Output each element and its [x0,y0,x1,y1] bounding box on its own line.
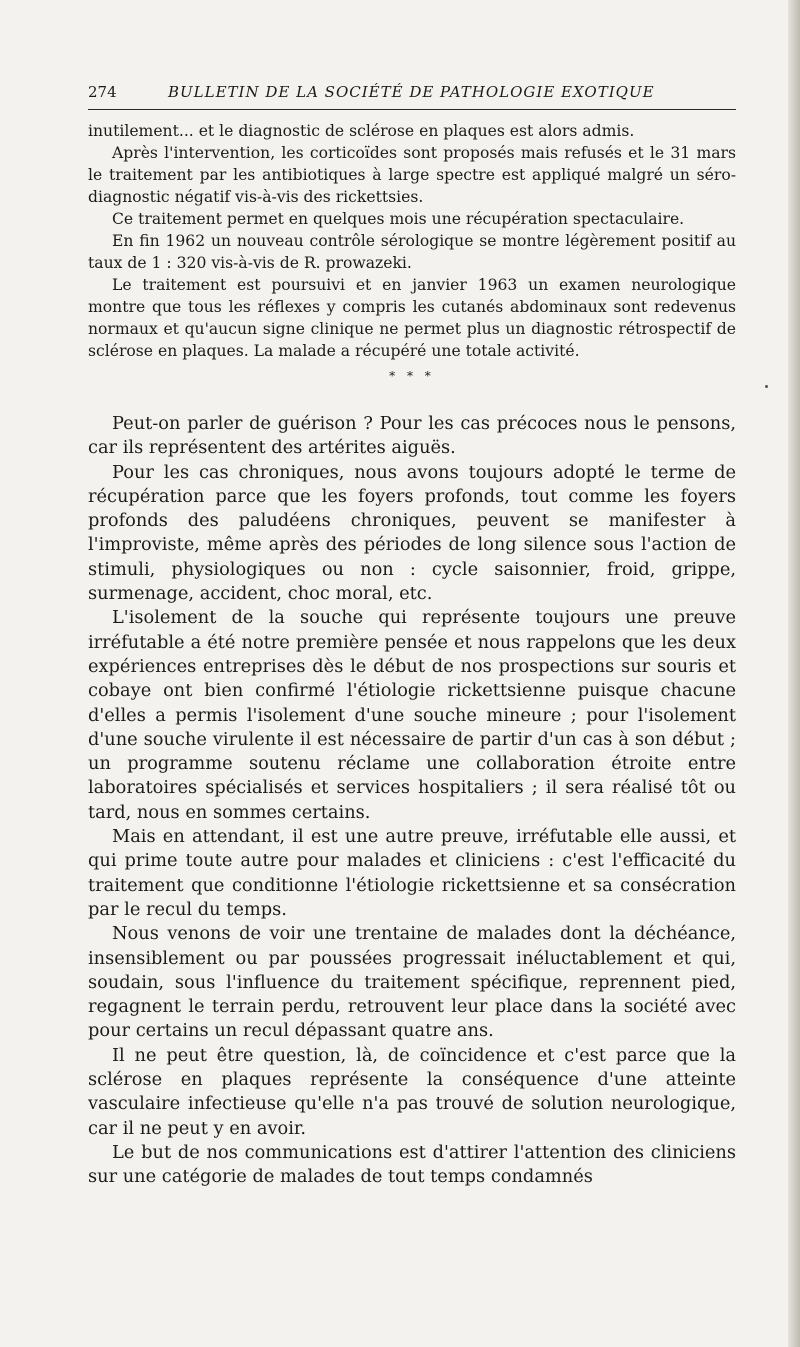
paragraph: Pour les cas chroniques, nous avons toujours adopté le terme de récupération parce que les foyers profonds, tout comme les foyers profonds des paludéens chroniques, peuvent se manifester à l'improviste, même après des périodes de long silence sous l'action de stimuli, physiologiques ou non : cycle saisonnier, froid, grippe, surmenage, accident, choc moral, etc. [88,461,736,605]
paragraph: En fin 1962 un nouveau contrôle sérologique se montre légèrement positif au taux de 1 : 320 vis-à-vis de R. prowazeki. [88,232,736,272]
journal-title: BULLETIN DE LA SOCIÉTÉ DE PATHOLOGIE EXOTIQUE [168,83,655,101]
paragraph: L'isolement de la souche qui représente toujours une preuve irréfutable a été notre première pensée et nous rappelons que les deux expériences entreprises dès le début de nos prospections sur souris et cobaye ont bien confirmé l'étiologie rickettsienne puisque chacune d'elles a permis l'isolement d'une souche mineure ; pour l'isolement d'une souche virulente il est nécessaire de partir d'un cas à son début ; un programme soutenu réclame une collaboration étroite entre laboratoires spécialisés et services hospitaliers ; il sera réalisé tôt ou tard, nous en sommes certains. [88,607,736,823]
page-edge [788,0,800,1347]
print-speck [765,385,768,388]
paragraph: Peut-on parler de guérison ? Pour les cas précoces nous le pensons, car ils représentent des artérites aiguës. [88,413,736,459]
asterism: * * * [389,369,435,383]
paragraph: inutilement... et le diagnostic de sclérose en plaques est alors admis. [88,122,635,140]
paragraph: Nous venons de voir une trentaine de malades dont la déchéance, insensiblement ou par poussées progressait inéluctablement et qui, soudain, sous l'influence du traitement spécifique, reprennent pied, regagnent le terrain perdu, retrouvent leur place dans la société avec pour certains un recul dépassant quatre ans. [88,923,736,1042]
section-separator [88,362,736,406]
discussion [88,412,736,1190]
page-number: 274 [88,83,117,101]
paragraph: Le traitement est poursuivi et en janvier 1963 un examen neurologique montre que tous les réflexes y compris les cutanés abdominaux sont redevenus normaux et qu'aucun signe clinique ne permet plus un diagnostic rétrospectif de sclérose en plaques. La malade a récupéré une totale activité. [88,276,736,360]
paragraph: Le but de nos communications est d'attirer l'attention des cliniciens sur une catégorie de malades de tout temps condamnés [88,1141,736,1188]
paragraph: Après l'intervention, les corticoïdes sont proposés mais refusés et le 31 mars le traitement par les antibiotiques à large spectre est appliqué malgré un séro-diagnostic négatif vis-à-vis des rickettsies. [88,144,736,206]
paragraph: Mais en attendant, il est une autre preuve, irréfutable elle aussi, et qui prime toute autre pour malades et cliniciens : c'est l'efficacité du traitement que conditionne l'étiologie rickettsienne et sa consécration par le recul du temps. [88,826,736,920]
article-body [88,120,736,1190]
header-rule [88,109,736,110]
running-header [88,82,738,102]
case-report [88,120,736,362]
paragraph: Il ne peut être question, là, de coïncidence et c'est parce que la sclérose en plaques représente la conséquence d'une atteinte vasculaire infectieuse qu'elle n'a pas trouvé de solution neurologique, car il ne peut y en avoir. [88,1044,736,1139]
paragraph: Ce traitement permet en quelques mois une récupération spectaculaire. [112,210,685,228]
